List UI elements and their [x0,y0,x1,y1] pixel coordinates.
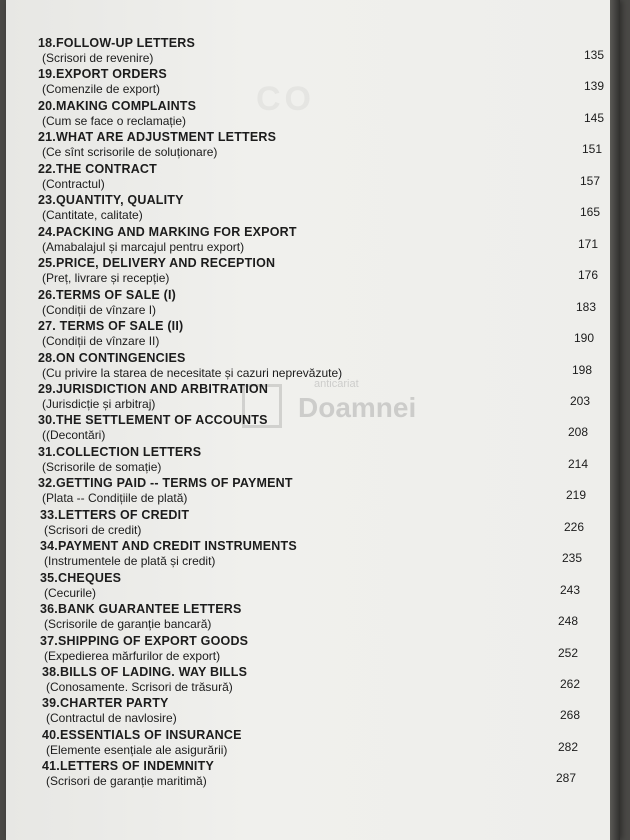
toc-entry [6,351,620,383]
page-number: 282 [558,739,579,754]
toc-entry [6,99,620,131]
page-number: 145 [584,110,605,125]
chapter-title: 40.ESSENTIALS OF INSURANCE [42,727,242,742]
toc-entry [6,130,620,162]
toc-entry [6,319,620,351]
chapter-title: 34.PAYMENT AND CREDIT INSTRUMENTS [40,539,297,554]
chapter-title: 32.GETTING PAID -- TERMS OF PAYMENT [38,476,293,491]
chapter-translation: (Amabalajul și marcajul pentru export) [42,239,245,254]
page-number: 203 [570,393,591,408]
page-number: 190 [574,331,595,346]
toc-entry [6,413,620,445]
chapter-translation: (Comenzile de export) [42,82,161,97]
chapter-translation: (Elemente esențiale ale asigurării) [46,742,228,757]
chapter-translation: (Plata -- Condițiile de plată) [42,491,188,506]
chapter-title: 31.COLLECTION LETTERS [38,444,202,459]
page-number: 287 [556,771,577,786]
toc-entry [6,256,620,288]
chapter-translation: (Scrisori de credit) [44,522,142,537]
toc-entry [6,445,620,477]
toc-entry [6,382,620,414]
watermark-line2: Doamnei [298,392,417,423]
page-edge-shadow [610,0,620,840]
chapter-translation: (Cu privire la starea de necesitate și cazuri neprevăzute) [42,365,343,380]
toc-entry [6,288,620,320]
toc-entry [6,759,620,791]
chapter-translation: (Condiții de vînzare I) [42,302,157,317]
page-number: 198 [572,362,593,377]
chapter-translation: (Scrisorile de somație) [42,459,162,474]
page-number: 219 [566,488,587,503]
chapter-title: 23.QUANTITY, QUALITY [38,193,184,208]
chapter-translation: (Scrisori de garanție maritimă) [46,774,207,789]
chapter-translation: (Cum se face o reclamație) [42,113,187,128]
page-number: 262 [560,677,581,691]
chapter-translation: (Preț, livrare și recepție) [42,271,170,286]
page-number: 268 [560,708,581,723]
chapter-title: 26.TERMS OF SALE (I) [38,287,177,302]
book-page [6,0,620,840]
toc-entry [6,36,620,68]
chapter-translation: (Scrisorile de garanție bancară) [44,617,212,632]
chapter-title: 30.THE SETTLEMENT OF ACCOUNTS [38,413,268,428]
chapter-title: 24.PACKING AND MARKING FOR EXPORT [38,224,297,239]
chapter-translation: (Cecurile) [44,585,97,600]
chapter-translation: (Expedierea mărfurilor de export) [44,648,221,663]
chapter-title: 25.PRICE, DELIVERY AND RECEPTION [38,256,276,271]
chapter-title: 21.WHAT ARE ADJUSTMENT LETTERS [38,130,277,145]
chapter-translation: (Scrisori de revenire) [42,51,154,65]
toc-entry [6,508,620,540]
chapter-title: 20.MAKING COMPLAINTS [38,98,197,113]
page-number: 235 [562,551,583,566]
chapter-title: 19.EXPORT ORDERS [38,67,167,82]
toc-entry [6,665,620,697]
chapter-title: 28.ON CONTINGENCIES [38,350,186,365]
chapter-title: 41.LETTERS OF INDEMNITY [42,759,214,774]
page-number: 139 [584,79,605,94]
toc-entry [6,634,620,666]
chapter-translation: ((Decontări) [42,428,106,443]
chapter-title: 38.BILLS OF LADING. WAY BILLS [42,665,248,679]
chapter-title: 36.BANK GUARANTEE LETTERS [40,602,242,617]
toc-entry [6,728,620,760]
page-number: 135 [584,48,605,62]
page-number: 157 [580,173,601,188]
page-number: 165 [580,205,601,220]
page-number: 252 [558,645,579,660]
chapter-title: 39.CHARTER PARTY [42,696,169,711]
page-number: 226 [564,519,585,534]
toc-entry [6,539,620,571]
toc-entry [6,193,620,225]
chapter-translation: (Condiții de vînzare II) [42,334,160,349]
chapter-translation: (Contractul de navlosire) [46,711,177,726]
toc-entry [6,696,620,728]
table-of-contents [6,0,620,840]
page-number: 176 [578,268,599,283]
chapter-translation: (Ce sînt scrisorile de soluționare) [42,145,218,160]
chapter-translation: (Conosamente. Scrisori de trăsură) [46,680,233,694]
chapter-title: 27. TERMS OF SALE (II) [38,319,184,334]
chapter-title: 18.FOLLOW-UP LETTERS [38,36,195,50]
toc-entry [6,571,620,603]
chapter-title: 33.LETTERS OF CREDIT [40,507,190,522]
bleed-through-heading: CO [256,80,315,118]
page-number: 183 [576,299,597,314]
toc-entry [6,602,620,634]
chapter-title: 22.THE CONTRACT [38,161,157,176]
watermark-line1: anticariat [314,378,359,390]
toc-entry [6,225,620,257]
page-number: 243 [560,582,581,597]
page-number: 214 [568,456,589,471]
toc-entry [6,162,620,194]
toc-entry [6,476,620,508]
chapter-translation: (Contractul) [42,176,105,191]
page-number: 151 [582,142,603,157]
page-number: 248 [558,614,579,629]
page-number: 208 [568,425,589,440]
chapter-title: 37.SHIPPING OF EXPORT GOODS [40,633,249,648]
page-number: 171 [578,236,599,251]
chapter-title: 35.CHEQUES [40,570,122,585]
chapter-translation: (Cantitate, calitate) [42,208,143,223]
chapter-translation: (Jurisdicție și arbitraj) [42,396,156,411]
toc-entry [6,67,620,99]
chapter-translation: (Instrumentele de plată și credit) [44,554,216,569]
chapter-title: 29.JURISDICTION AND ARBITRATION [38,381,269,396]
